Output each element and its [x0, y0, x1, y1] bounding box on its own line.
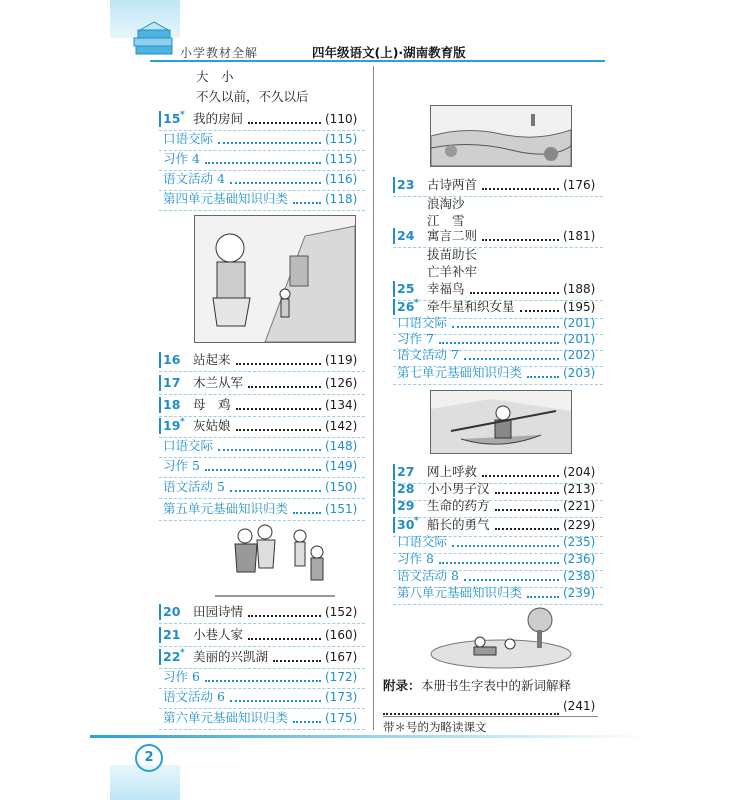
footnote: 带＊号的为略读课文	[383, 720, 487, 734]
lesson-number: 15	[163, 111, 181, 126]
appendix-rule	[383, 716, 598, 717]
leader-dots	[248, 374, 321, 388]
lesson-number: 17	[163, 375, 181, 390]
leader-dots	[495, 497, 559, 511]
toc-page-number: (202)	[563, 348, 596, 362]
toc-page-number: (203)	[563, 366, 596, 380]
lesson-number: 29	[397, 498, 415, 513]
toc-page-number: (134)	[325, 398, 358, 412]
leader-dots	[236, 396, 321, 410]
toc-page-number: (148)	[325, 439, 358, 453]
lesson-number: 25	[397, 281, 415, 296]
toc-sub-row[interactable]	[163, 668, 363, 686]
book-title: 四年级语文(上)·湖南教育版	[312, 45, 466, 60]
toc-page-number: (115)	[325, 152, 358, 166]
toc-lesson-row[interactable]	[397, 480, 601, 498]
toc-sub-row[interactable]	[163, 150, 363, 168]
toc-sub-row[interactable]	[163, 500, 363, 518]
toc-entry-title: 第五单元基础知识归类	[163, 501, 289, 516]
lesson-number: 18	[163, 397, 181, 412]
toc-entry-title: 小巷人家	[193, 627, 244, 642]
toc-page-number: (116)	[325, 172, 358, 186]
toc-entry-title: 生命的药方	[427, 498, 490, 513]
toc-page-number: (175)	[325, 711, 358, 725]
toc-entry-title: 幸福鸟	[427, 281, 465, 296]
toc-page-number: (213)	[563, 482, 596, 496]
toc-page-number: (142)	[325, 419, 358, 433]
leader-dots	[527, 584, 559, 598]
leader-dots	[527, 364, 559, 378]
toc-page-number: (181)	[563, 229, 596, 243]
leader-dots	[470, 280, 559, 294]
toc-page-number: (201)	[563, 332, 596, 346]
toc-lesson-row[interactable]	[163, 603, 363, 621]
toc-page-number: (167)	[325, 650, 358, 664]
leader-dots	[293, 500, 321, 514]
toc-sub-row[interactable]	[397, 346, 601, 364]
toc-entry-title: 口语交际	[163, 438, 214, 453]
leader-dots	[464, 567, 559, 581]
toc-entry-title: 习作 7	[397, 331, 434, 346]
appendix-leader-dots	[383, 701, 559, 715]
toc-entry-title: 口语交际	[397, 534, 448, 549]
leader-dots	[218, 437, 321, 451]
lesson-number: 19	[163, 418, 181, 433]
toc-page-number: (160)	[325, 628, 358, 642]
toc-entry-title: 牵牛星和织女星	[427, 299, 515, 314]
meadow-tree-illustration	[430, 602, 572, 670]
row-separator	[159, 210, 365, 211]
leader-dots	[452, 314, 559, 328]
lesson-number: 24	[397, 228, 415, 243]
skim-reading-star: *	[180, 417, 185, 427]
leader-dots	[482, 176, 559, 190]
toc-entry-title: 站起来	[193, 352, 231, 367]
toc-page-number: (176)	[563, 178, 596, 192]
toc-entry-title: 灰姑娘	[193, 418, 231, 433]
toc-page-number: (235)	[563, 535, 596, 549]
toc-entry-title: 第八单元基础知识归类	[397, 585, 523, 600]
row-separator	[159, 371, 365, 372]
toc-sub-row[interactable]	[163, 709, 363, 727]
toc-lesson-row[interactable]	[163, 417, 363, 435]
toc-entry-title: 船长的勇气	[427, 517, 490, 532]
footer-rule	[90, 735, 650, 738]
toc-entry-title: 习作 4	[163, 151, 200, 166]
leader-dots	[439, 550, 559, 564]
row-separator	[393, 384, 603, 385]
toc-poem-row[interactable]	[397, 263, 601, 281]
toc-entry-title: 语文活动 4	[163, 171, 225, 186]
leader-dots	[230, 478, 321, 492]
series-title: 小学教材全解	[180, 46, 259, 60]
toc-page-number: (151)	[325, 502, 358, 516]
toc-page-number: (152)	[325, 605, 358, 619]
toc-entry-title: 木兰从军	[193, 375, 244, 390]
page-number: 2	[135, 744, 163, 772]
leader-dots	[452, 533, 559, 547]
leader-dots	[248, 603, 321, 617]
leader-dots	[273, 648, 321, 662]
toc-entry-title: 网上呼救	[427, 464, 478, 479]
leader-dots	[520, 298, 559, 312]
toc-sub-row[interactable]	[163, 478, 363, 496]
leader-dots	[230, 688, 321, 702]
toc-lesson-row[interactable]	[163, 626, 363, 644]
toc-lesson-row[interactable]	[397, 227, 601, 245]
leader-dots	[236, 417, 321, 431]
appendix-label: 附录：	[383, 678, 421, 693]
toc-page-number: (229)	[563, 518, 596, 532]
leader-dots	[464, 346, 559, 360]
toc-lesson-row[interactable]	[163, 648, 363, 666]
toc-lesson-row[interactable]	[397, 516, 601, 534]
toc-entry-title: 我的房间	[193, 111, 244, 126]
lesson-number: 30	[397, 517, 415, 532]
toc-sub-row[interactable]	[397, 584, 601, 602]
row-separator	[393, 604, 603, 605]
poem-line: 大 小	[196, 69, 234, 84]
toc-lesson-row[interactable]	[163, 396, 363, 414]
lesson-number: 21	[163, 627, 181, 642]
leader-dots	[218, 130, 321, 144]
leader-dots	[248, 626, 321, 640]
toc-entry-title: 田园诗情	[193, 604, 244, 619]
leader-dots	[205, 668, 321, 682]
toc-page-number: (110)	[325, 112, 358, 126]
toc-page-number: (195)	[563, 300, 596, 314]
toc-lesson-row[interactable]	[397, 176, 601, 194]
lesson-number: 20	[163, 604, 181, 619]
skim-reading-star: *	[414, 516, 419, 526]
toc-entry-title: 习作 6	[163, 669, 200, 684]
leader-dots	[248, 110, 321, 124]
toc-page-number: (238)	[563, 569, 596, 583]
toc-sub-row[interactable]	[397, 567, 601, 585]
toc-entry-title: 美丽的兴凯湖	[193, 649, 269, 664]
leader-dots	[230, 170, 321, 184]
row-separator	[159, 520, 365, 521]
leader-dots	[495, 516, 559, 530]
toc-entry-title: 习作 8	[397, 551, 434, 566]
row-separator	[159, 623, 365, 624]
row-separator	[159, 729, 365, 730]
lesson-number: 16	[163, 352, 181, 367]
row-separator	[159, 646, 365, 647]
toc-entry-title: 江 雪	[427, 213, 465, 228]
toc-sub-row[interactable]	[397, 364, 601, 382]
toc-entry-title: 亡羊补牢	[427, 264, 478, 279]
appendix-title[interactable]: 本册书生字表中的新词解释	[421, 678, 572, 693]
toc-poem-row[interactable]	[397, 195, 601, 213]
toc-entry-title: 第六单元基础知识归类	[163, 710, 289, 725]
toc-page-number: (149)	[325, 459, 358, 473]
toc-page-number: (236)	[563, 552, 596, 566]
toc-sub-row[interactable]	[397, 533, 601, 551]
children-playing-illustration	[215, 522, 335, 598]
toc-lesson-row[interactable]	[163, 110, 363, 128]
toc-entry-title: 语文活动 8	[397, 568, 459, 583]
toc-sub-row[interactable]	[397, 550, 601, 568]
leader-dots	[482, 227, 559, 241]
toc-sub-row[interactable]	[163, 130, 363, 148]
toc-entry-title: 古诗两首	[427, 177, 478, 192]
toc-page-number: (188)	[563, 282, 596, 296]
toc-sub-row[interactable]	[163, 190, 363, 208]
lesson-number: 28	[397, 481, 415, 496]
skim-reading-star: *	[414, 298, 419, 308]
lesson-number: 22	[163, 649, 181, 664]
toc-sub-row[interactable]	[163, 170, 363, 188]
leader-dots	[293, 190, 321, 204]
toc-page-number: (201)	[563, 316, 596, 330]
toc-poem-row[interactable]	[397, 246, 601, 264]
toc-entry-title: 习作 5	[163, 458, 200, 473]
row-separator	[159, 394, 365, 395]
toc-entry-title: 母 鸡	[193, 397, 231, 412]
skim-reading-star: *	[180, 110, 185, 120]
toc-page-number: (173)	[325, 690, 358, 704]
lesson-number: 27	[397, 464, 415, 479]
toc-lesson-row[interactable]	[397, 463, 601, 481]
toc-page-number: (221)	[563, 499, 596, 513]
leader-dots	[236, 351, 321, 365]
toc-entry-title: 语文活动 7	[397, 347, 459, 362]
toc-sub-row[interactable]	[163, 457, 363, 475]
poem-line: 不久以前，不久以后	[196, 89, 309, 104]
toc-page-number: (204)	[563, 465, 596, 479]
toc-sub-row[interactable]	[163, 688, 363, 706]
toc-entry-title: 口语交际	[163, 131, 214, 146]
leader-dots	[439, 330, 559, 344]
skim-reading-star: *	[180, 648, 185, 658]
toc-entry-title: 浪淘沙	[427, 196, 465, 211]
toc-entry-title: 第七单元基础知识归类	[397, 365, 523, 380]
toc-page-number: (118)	[325, 192, 358, 206]
toc-page-number: (239)	[563, 586, 596, 600]
leader-dots	[293, 709, 321, 723]
toc-entry-title: 口语交际	[397, 315, 448, 330]
river-landscape-illustration	[430, 105, 572, 167]
leader-dots	[495, 480, 559, 494]
toc-page-number: (119)	[325, 353, 358, 367]
leader-dots	[482, 463, 559, 477]
row-separator	[159, 498, 365, 499]
leader-dots	[205, 457, 321, 471]
rowing-boat-illustration	[430, 390, 572, 454]
girl-street-illustration	[194, 215, 356, 343]
toc-lesson-row[interactable]	[397, 497, 601, 515]
toc-entry-title: 小小男子汉	[427, 481, 490, 496]
lesson-number: 23	[397, 177, 415, 192]
appendix-page: (241)	[563, 699, 596, 713]
lesson-number: 26	[397, 299, 415, 314]
toc-lesson-row[interactable]	[397, 280, 601, 298]
toc-entry-title: 语文活动 5	[163, 479, 225, 494]
toc-entry-title: 第四单元基础知识归类	[163, 191, 289, 206]
toc-page-number: (150)	[325, 480, 358, 494]
toc-entry-title: 语文活动 6	[163, 689, 225, 704]
toc-sub-row[interactable]	[163, 437, 363, 455]
leader-dots	[205, 150, 321, 164]
toc-page-number: (126)	[325, 376, 358, 390]
toc-lesson-row[interactable]	[163, 374, 363, 392]
toc-entry-title: 拔苗助长	[427, 247, 478, 262]
toc-lesson-row[interactable]	[163, 351, 363, 369]
toc-page-number: (172)	[325, 670, 358, 684]
toc-entry-title: 寓言二则	[427, 228, 478, 243]
column-divider	[373, 66, 374, 730]
toc-page-number: (115)	[325, 132, 358, 146]
